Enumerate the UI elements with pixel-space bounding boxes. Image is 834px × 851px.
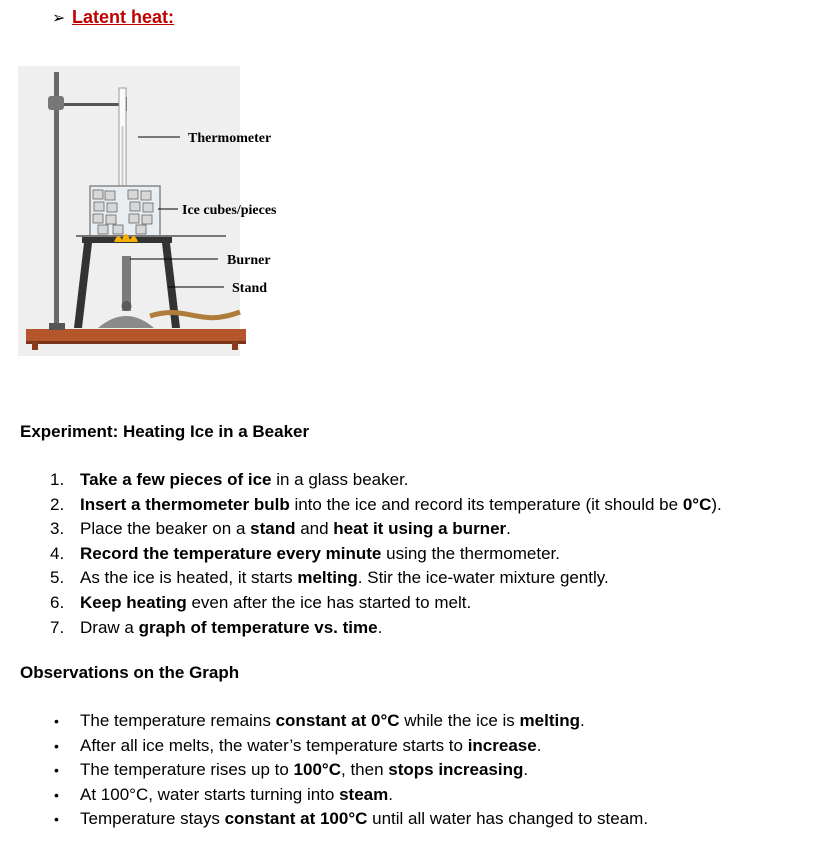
label-ice: Ice cubes/pieces	[182, 203, 277, 218]
list-item	[20, 616, 820, 641]
obs-text: .	[579, 711, 585, 730]
step-text-bold: 0°C	[682, 494, 712, 514]
step-number: 5.	[50, 568, 65, 588]
step-text: and	[295, 519, 334, 539]
arrow-bullet-icon: ➢	[52, 10, 66, 27]
obs-text: Temperature stays	[80, 809, 225, 829]
base-board	[26, 329, 246, 342]
observations-list	[20, 709, 820, 832]
obs-text-bold: stops increasing	[388, 760, 524, 780]
obs-text: After all ice melts, the water’s temperature starts to	[80, 735, 468, 755]
step-text: using the thermometer.	[381, 543, 560, 563]
step-text-bold: graph of temperature vs. time	[138, 617, 378, 637]
step-number: 1.	[50, 470, 65, 489]
bullet-icon: •	[54, 737, 59, 754]
step-text: .	[506, 519, 511, 539]
retort-rod	[54, 72, 59, 330]
obs-text: .	[536, 735, 542, 755]
obs-text: .	[523, 760, 529, 780]
step-text: even after the ice has started to melt.	[186, 592, 472, 612]
step-number: 3.	[50, 519, 65, 539]
heading-title: Latent heat:	[72, 7, 175, 27]
obs-text: The temperature rises up to	[80, 760, 294, 780]
obs-text-bold: constant at 100°C	[224, 809, 368, 829]
step-text-bold: melting	[297, 568, 358, 588]
list-item	[20, 542, 820, 567]
step-text-bold: Keep heating	[80, 592, 187, 612]
obs-text: .	[388, 784, 393, 804]
obs-text: until all water has changed to steam.	[367, 809, 649, 829]
obs-text-bold: constant at 0°C	[275, 711, 400, 730]
step-text: Place the beaker on a	[80, 519, 251, 539]
obs-text: At 100°C, water starts turning into	[80, 784, 340, 804]
step-number: 7.	[50, 617, 65, 637]
experiment-title: Experiment: Heating Ice in a Beaker	[20, 422, 310, 441]
obs-text: , then	[341, 760, 389, 780]
bullet-icon: •	[54, 811, 59, 828]
label-thermometer: Thermometer	[188, 131, 272, 146]
list-item	[20, 591, 820, 616]
list-item	[20, 468, 820, 493]
obs-text-bold: melting	[519, 711, 580, 730]
list-item	[20, 734, 820, 759]
step-number: 4.	[50, 543, 65, 563]
obs-text-bold: 100°C	[293, 760, 341, 780]
list-item	[20, 807, 820, 832]
clamp-arm	[58, 103, 126, 106]
step-text-bold: Insert a thermometer bulb	[80, 494, 290, 514]
step-text-bold: stand	[250, 519, 296, 539]
step-text-bold: heat it using a burner	[333, 519, 507, 539]
bullet-icon: •	[54, 713, 59, 729]
list-item	[20, 566, 820, 591]
step-text: in a glass beaker.	[271, 470, 409, 489]
step-text-bold: Record the temperature every minute	[80, 543, 382, 563]
step-text: .	[377, 617, 383, 637]
bullet-icon: •	[54, 786, 59, 803]
obs-text-bold: steam	[339, 784, 389, 804]
step-text: ).	[711, 494, 722, 514]
list-item	[20, 758, 820, 783]
step-number: 2.	[50, 494, 65, 514]
section-heading	[52, 5, 174, 31]
obs-text-bold: increase	[467, 735, 537, 755]
step-text: into the ice and record its temperature (it should be	[289, 494, 683, 514]
step-number: 6.	[50, 592, 65, 612]
step-text-bold: Take a few pieces of ice	[80, 470, 272, 489]
label-burner: Burner	[227, 253, 271, 268]
step-text: Draw a	[80, 617, 139, 637]
list-item	[20, 783, 820, 808]
obs-text: while the ice is	[399, 711, 520, 730]
step-text: As the ice is heated, it starts	[80, 568, 298, 588]
obs-text: The temperature remains	[80, 711, 276, 730]
observations-title: Observations on the Graph	[20, 663, 240, 682]
apparatus-illustration	[18, 66, 308, 356]
step-text: . Stir the ice-water mixture gently.	[357, 568, 609, 588]
experiment-steps	[20, 468, 820, 640]
label-stand: Stand	[232, 281, 268, 296]
wire-gauze	[76, 235, 226, 237]
bullet-icon: •	[54, 762, 59, 779]
list-item	[20, 493, 820, 518]
experiment-figure	[18, 66, 308, 356]
list-item	[20, 517, 820, 542]
list-item	[20, 709, 820, 734]
